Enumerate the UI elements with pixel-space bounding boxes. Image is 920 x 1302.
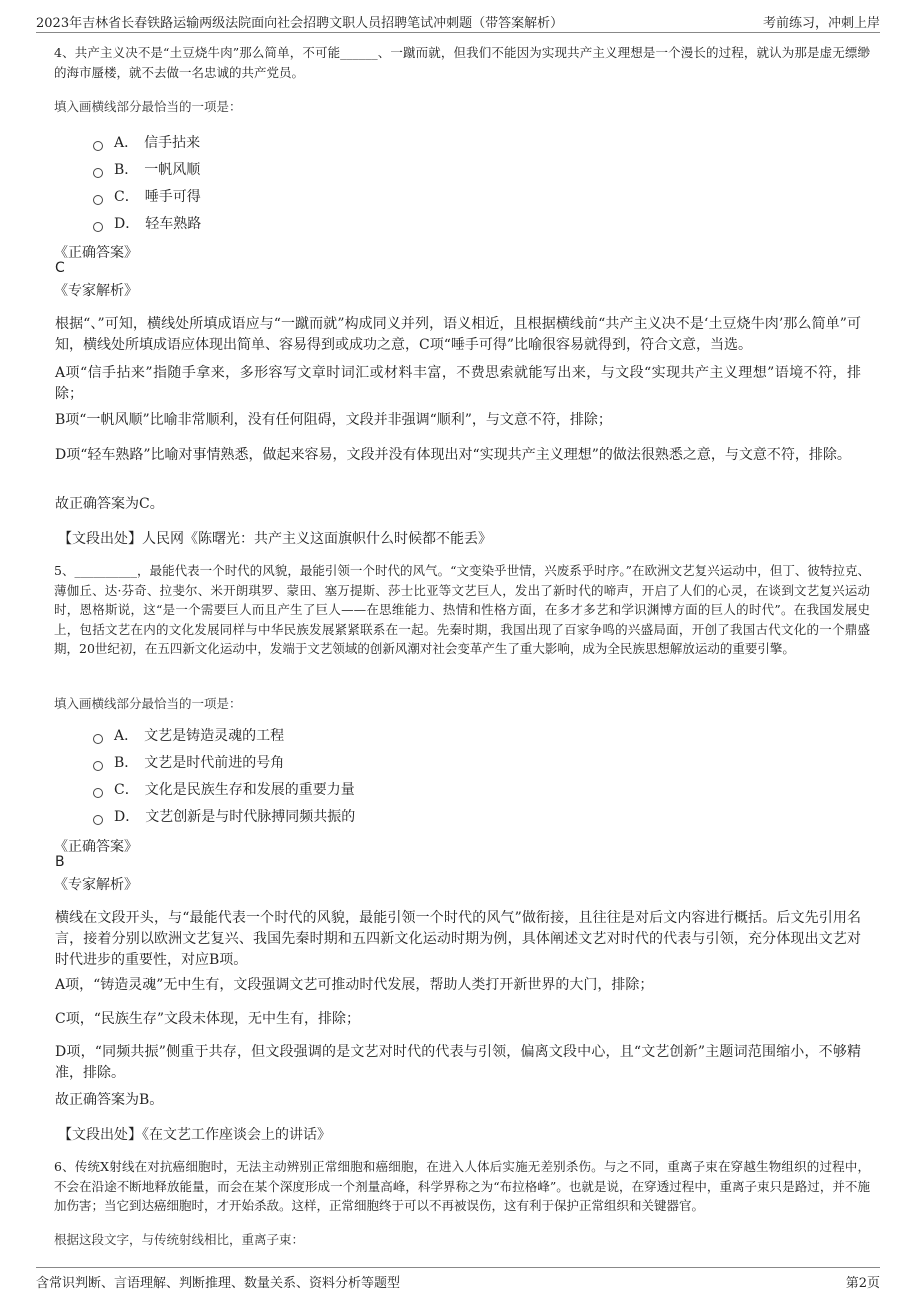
question-6-prompt: 根据这段文字，与传统射线相比，重离子束： <box>54 1232 305 1247</box>
source-citation: 【文段出处】《在文艺工作座谈会上的讲话》 <box>58 1127 331 1143</box>
radio-button-icon[interactable] <box>93 141 103 151</box>
answer-label: 《正确答案》 <box>54 839 138 855</box>
header-slogan: 考前练习，冲刺上岸 <box>762 16 880 31</box>
question-5-prompt: 填入画横线部分最恰当的一项是： <box>54 696 242 711</box>
analysis-paragraph: D项，“同频共振”侧重于共存，但文段强调的是文艺对时代的代表与引领，偏离文段中心，且“文艺创新”主题词范围缩小，不够精准，排除。 <box>55 1044 861 1081</box>
analysis-paragraph: D项“轻车熟路”比喻对事情熟悉，做起来容易，文段并没有体现出对“实现共产主义理想”的做法很熟悉之意，与文意不符，排除。 <box>55 447 851 463</box>
radio-button-icon[interactable] <box>93 734 103 744</box>
radio-button-icon[interactable] <box>93 788 103 798</box>
question-5-option-c[interactable]: C． 文化是民族生存和发展的重要力量 <box>93 779 355 801</box>
question-4-option-d[interactable]: D． 轻车熟路 <box>93 213 201 235</box>
radio-button-icon[interactable] <box>93 815 103 825</box>
document-title: 2023年吉林省长春铁路运输两级法院面向社会招聘文职人员招聘笔试冲刺题（带答案解析） <box>36 16 564 31</box>
page-header <box>36 8 880 33</box>
analysis-paragraph: B项“一帆风顺”比喻非常顺利，没有任何阻碍，文段并非强调“顺利”，与文意不符，排除； <box>55 412 612 428</box>
question-4-option-c[interactable]: C． 唾手可得 <box>93 186 201 208</box>
question-5-text: 5、__________，最能代表一个时代的风貌，最能引领一个时代的风气。“文变染乎世情，兴废系乎时序。”在欧洲文艺复兴运动中，但丁、彼特拉克、薄伽丘、达·芬奇、拉斐尔、米开朗琪罗、蒙田、塞万提斯、莎士比亚等文艺巨人，发出了新时代的啼声，开启了人们的心灵，在谈到文艺复兴运动时，恩格斯说，这“是一个需要巨人而且产生了巨人——在思维能力、热情和性格方面，在多才多艺和学识渊博方面的巨人的时代”。在我国发展史上，包括文艺在内的文化发展同样与中华民族发展紧紧联系在一起。先秦时期，我国出现了百家争鸣的兴盛局面，开创了我国古代文化的一个鼎盛期，20世纪初，在五四新文化运动中，发端于文艺领域的创新风潮对社会变革产生了重大影响，成为全民族思想解放运动的重要引擎。 <box>54 563 870 656</box>
analysis-paragraph: 横线在文段开头，与“最能代表一个时代的风貌，最能引领一个时代的风气”做衔接，且往往是对后文内容进行概括。后文先引用名言，接着分别以欧洲文艺复兴、我国先秦时期和五四新文化运动时期为例，具体阐述文艺对时代的代表与引领，充分体现出文艺对时代进步的重要性，对应B项。 <box>55 910 861 968</box>
correct-answer: C <box>55 260 65 276</box>
page-number: 第2页 <box>845 1276 880 1291</box>
page-footer <box>36 1267 880 1294</box>
analysis-paragraph: 根据“、”可知，横线处所填成语应与“一蹴而就”构成同义并列，语义相近，且根据横线前“共产主义决不是‘土豆烧牛肉’那么简单”可知，横线处所填成语应体现出简单、容易得到或成功之意，C项“唾手可得”比喻很容易就得到，符合文意，当选。 <box>55 316 861 353</box>
analysis-paragraph: C项，“民族生存”文段未体现，无中生有，排除； <box>55 1011 361 1027</box>
analysis-label: 《专家解析》 <box>54 877 138 893</box>
analysis-label: 《专家解析》 <box>54 283 138 299</box>
footer-categories: 含常识判断、言语理解、判断推理、数量关系、资料分析等题型 <box>36 1276 401 1291</box>
question-4-option-b[interactable]: B． 一帆风顺 <box>93 159 200 181</box>
question-5-option-a[interactable]: A． 文艺是铸造灵魂的工程 <box>93 725 284 747</box>
question-4-prompt: 填入画横线部分最恰当的一项是： <box>54 99 242 114</box>
radio-button-icon[interactable] <box>93 195 103 205</box>
question-5-option-d[interactable]: D． 文艺创新是与时代脉搏同频共振的 <box>93 806 355 828</box>
correct-answer: B <box>55 854 65 870</box>
question-4-text: 4、共产主义决不是“土豆烧牛肉”那么简单，不可能______、一蹴而就，但我们不能因为实现共产主义理想是一个漫长的过程，就认为那是虚无缥缈的海市蜃楼，就不去做一名忠诚的共产党员。 <box>54 45 870 80</box>
answer-label: 《正确答案》 <box>54 245 138 261</box>
question-5-option-b[interactable]: B． 文艺是时代前进的号角 <box>93 752 284 774</box>
analysis-conclusion: 故正确答案为B。 <box>55 1092 164 1108</box>
radio-button-icon[interactable] <box>93 222 103 232</box>
analysis-paragraph: A项，“铸造灵魂”无中生有，文段强调文艺可推动时代发展，帮助人类打开新世界的大门，排除； <box>55 977 654 993</box>
radio-button-icon[interactable] <box>93 761 103 771</box>
source-citation: 【文段出处】人民网《陈曙光：共产主义这面旗帜什么时候都不能丢》 <box>58 531 492 547</box>
radio-button-icon[interactable] <box>93 168 103 178</box>
analysis-paragraph: A项“信手拈来”指随手拿来，多形容写文章时词汇或材料丰富，不费思索就能写出来，与文段“实现共产主义理想”语境不符，排除； <box>55 365 861 402</box>
analysis-conclusion: 故正确答案为C。 <box>55 496 164 512</box>
question-6-text: 6、传统X射线在对抗癌细胞时，无法主动辨别正常细胞和癌细胞，在进入人体后实施无差别杀伤。与之不同，重离子束在穿越生物组织的过程中，不会在沿途不断地释放能量，而会在某个深度形成一个剂量高峰，科学界称之为“布拉格峰”。也就是说，在穿透过程中，重离子束只是路过，并不施加伤害；当它到达癌细胞时，才开始杀敌。这样，正常细胞终于可以不再被误伤，这有利于保护正常组织和关键器官。 <box>54 1159 870 1213</box>
question-4-option-a[interactable]: A． 信手拈来 <box>93 132 200 154</box>
